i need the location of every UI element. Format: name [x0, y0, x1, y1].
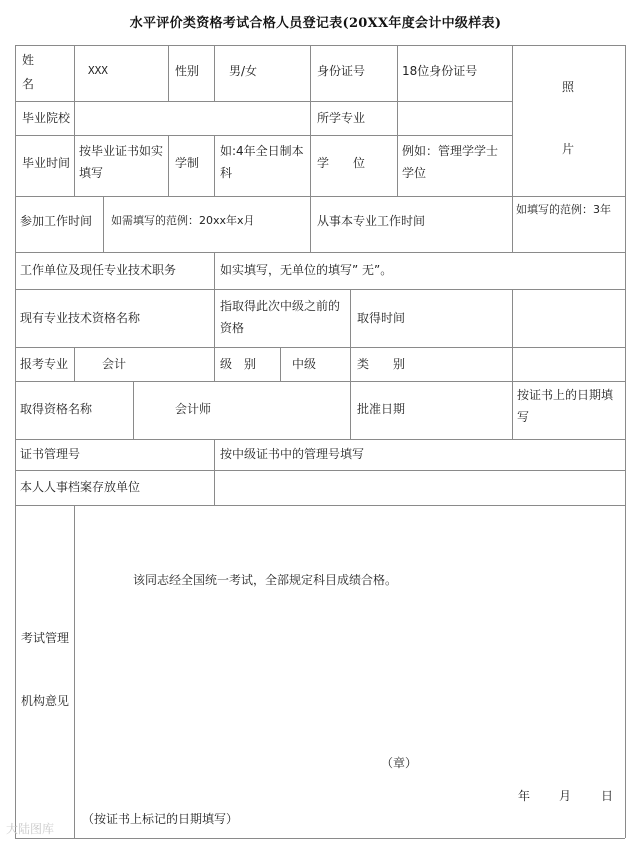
grid-line	[15, 505, 625, 506]
level-label: 级 别	[220, 357, 257, 371]
grid-line	[280, 347, 281, 381]
work-start-label: 参加工作时间	[20, 214, 93, 228]
name-value: XXX	[88, 64, 108, 77]
grid-line	[15, 439, 625, 440]
approval-date-value: 按证书上的日期填写	[517, 388, 614, 424]
grid-line	[214, 439, 215, 505]
opinion-label-line2: 机构意见	[21, 694, 70, 708]
grid-line	[15, 381, 625, 382]
grid-line	[512, 196, 513, 252]
level-value: 中级	[292, 357, 317, 371]
grid-line	[350, 289, 351, 439]
grid-line	[168, 45, 169, 101]
certificate-number-label: 证书管理号	[20, 447, 81, 461]
watermark: 大陆图库	[6, 822, 55, 836]
graduation-time-label: 毕业时间	[22, 156, 71, 170]
grid-line	[214, 45, 215, 101]
exam-major-label: 报考专业	[20, 357, 69, 371]
grid-line	[310, 45, 311, 196]
grid-line	[15, 838, 625, 839]
grid-line	[15, 196, 625, 197]
qualification-name-label: 取得资格名称	[20, 402, 93, 416]
form-title: 水平评价类资格考试合格人员登记表(20XX年度会计中级样表)	[129, 16, 502, 31]
name-label: 姓名	[22, 53, 35, 91]
employer-value: 如实填写，无单位的填写” 无”。	[220, 263, 393, 277]
major-label: 所学专业	[317, 111, 366, 125]
grid-line	[74, 347, 75, 381]
date-day: 日	[601, 789, 614, 803]
gender-value: 男/女	[229, 64, 258, 78]
grid-line	[512, 45, 513, 196]
grid-line	[15, 347, 625, 348]
degree-value: 例如：管理学学士学位	[402, 144, 499, 180]
obtain-time-label: 取得时间	[357, 311, 406, 325]
employer-label: 工作单位及现任专业技术职务	[20, 263, 177, 277]
date-year: 年	[518, 789, 531, 803]
school-label: 毕业院校	[22, 111, 71, 125]
certificate-number-value: 按中级证书中的管理号填写	[220, 447, 365, 461]
professional-years-value: 如填写的范例：3年	[516, 203, 611, 216]
grid-line	[103, 196, 104, 252]
grid-line	[625, 45, 626, 838]
grid-line	[214, 135, 215, 196]
footnote: （按证书上标记的日期填写）	[82, 812, 239, 826]
grid-line	[15, 135, 512, 136]
graduation-time-value: 按毕业证书如实填写	[79, 144, 164, 180]
date-month: 月	[559, 789, 572, 803]
opinion-label-line1: 考试管理	[21, 631, 70, 645]
approval-date-label: 批准日期	[357, 402, 406, 416]
current-qualification-value: 指取得此次中级之前的资格	[220, 299, 341, 335]
grid-line	[74, 45, 75, 196]
work-start-value: 如需填写的范例：20xx年x月	[111, 214, 255, 227]
gender-label: 性别	[175, 64, 200, 78]
grid-line	[15, 101, 512, 102]
grid-line	[133, 381, 134, 439]
qualification-name-value: 会计师	[175, 402, 212, 416]
grid-line	[15, 289, 625, 290]
grid-line	[15, 470, 625, 471]
grid-line	[310, 196, 311, 252]
grid-line	[168, 135, 169, 196]
education-system-value: 如:4年全日制本科	[220, 144, 304, 180]
photo-placeholder-bottom: 片	[562, 142, 575, 156]
photo-placeholder-top: 照	[562, 80, 575, 94]
grid-line	[15, 45, 625, 46]
seal-mark: （章）	[381, 756, 418, 770]
professional-years-label: 从事本专业工作时间	[317, 214, 426, 228]
grid-line	[74, 505, 75, 838]
opinion-text: 该同志经全国统一考试，全部规定科目成绩合格。	[133, 573, 398, 587]
id-number-label: 身份证号	[317, 64, 366, 78]
degree-label: 学 位	[317, 156, 366, 170]
grid-line	[15, 252, 625, 253]
grid-line	[512, 289, 513, 439]
exam-major-value: 会计	[102, 357, 127, 371]
grid-line	[214, 252, 215, 381]
archive-unit-label: 本人人事档案存放单位	[20, 480, 141, 494]
category-label: 类 别	[357, 357, 406, 371]
grid-line	[397, 45, 398, 196]
current-qualification-label: 现有专业技术资格名称	[20, 311, 141, 325]
id-number-value: 18位身份证号	[402, 64, 478, 78]
grid-line	[15, 45, 16, 838]
education-system-label: 学制	[175, 156, 200, 170]
